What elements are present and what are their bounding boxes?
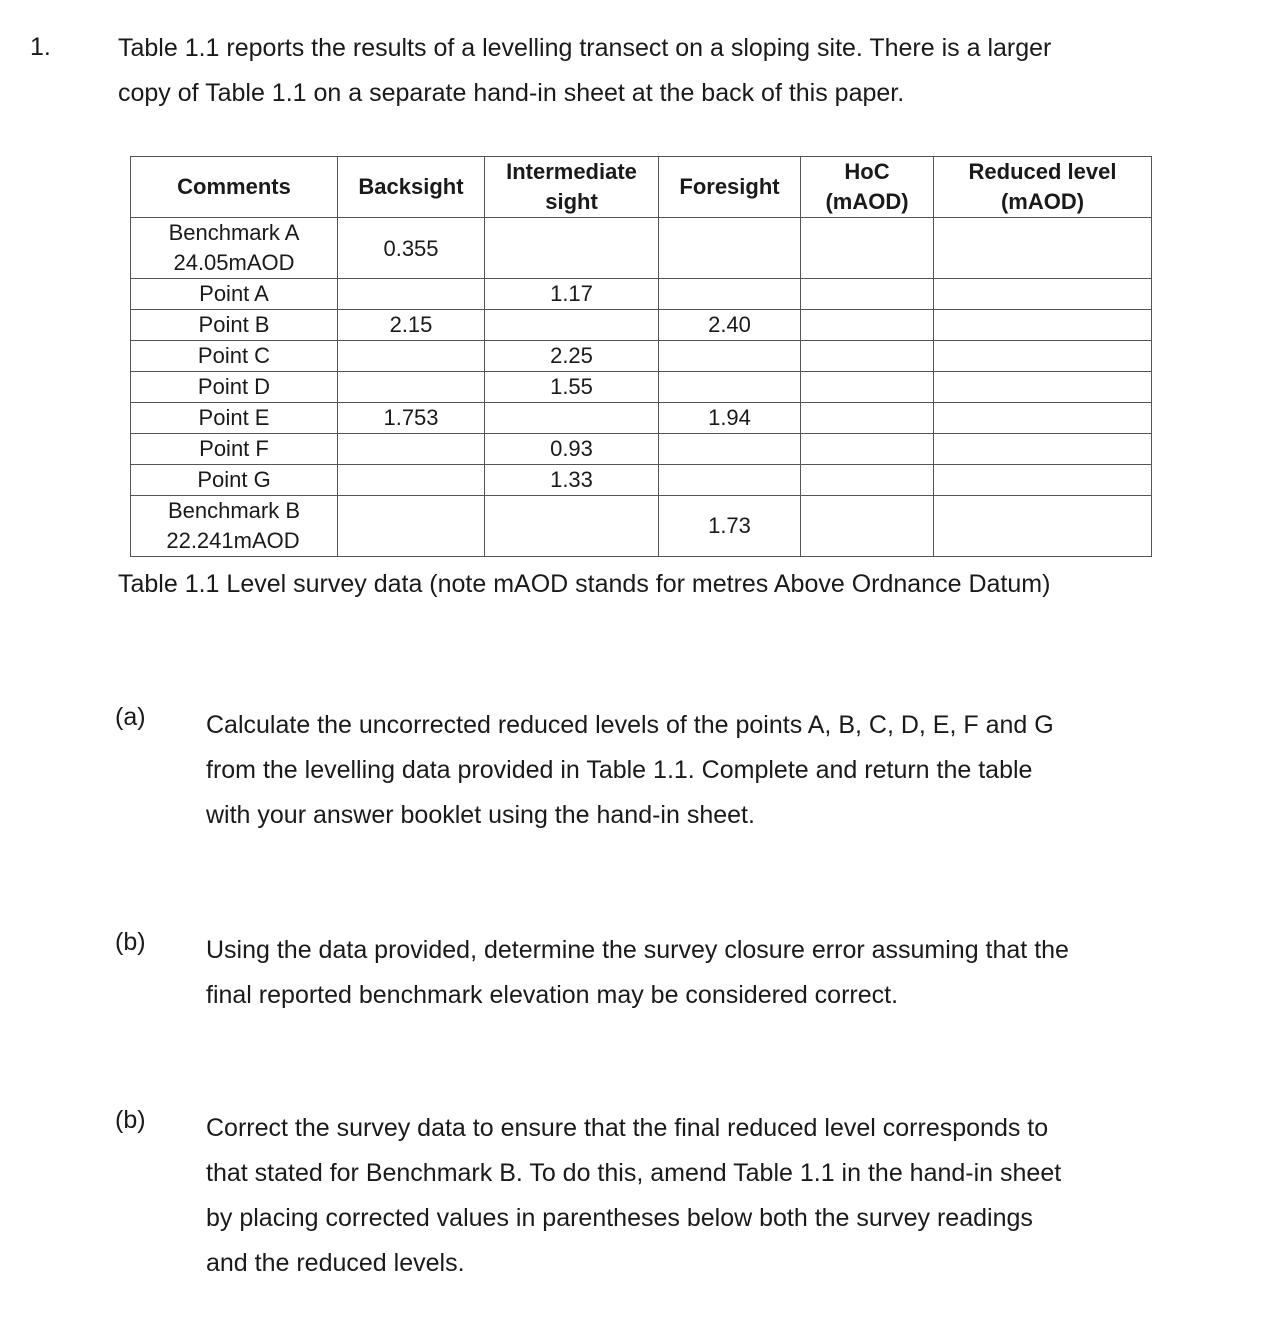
cell-comment: Point B	[131, 310, 338, 341]
header-reduced-level: Reduced level (mAOD)	[934, 157, 1152, 218]
cell-backsight	[338, 496, 485, 557]
table-row	[131, 434, 1152, 465]
table-row	[131, 372, 1152, 403]
cell-hoc	[801, 465, 934, 496]
table-caption: Table 1.1 Level survey data (note mAOD stands for metres Above Ordnance Datum)	[118, 570, 1051, 598]
question-intro	[118, 26, 1198, 116]
cell-hoc	[801, 403, 934, 434]
cell-hoc	[801, 218, 934, 279]
cell-hoc	[801, 496, 934, 557]
cell-comment: Point G	[131, 465, 338, 496]
cell-intermediate: 1.55	[485, 372, 659, 403]
cell-intermediate: 0.93	[485, 434, 659, 465]
part-label: (a)	[115, 703, 146, 731]
cell-foresight: 2.40	[659, 310, 801, 341]
part-label: (b)	[115, 1106, 146, 1134]
header-comments: Comments	[131, 157, 338, 218]
cell-intermediate	[485, 218, 659, 279]
table-row	[131, 310, 1152, 341]
cell-comment: Point C	[131, 341, 338, 372]
cell-hoc	[801, 310, 934, 341]
cell-reduced-level	[934, 403, 1152, 434]
cell-reduced-level	[934, 372, 1152, 403]
cell-backsight	[338, 465, 485, 496]
cell-backsight: 2.15	[338, 310, 485, 341]
table-row-benchmark-b	[131, 496, 1152, 557]
cell-foresight	[659, 218, 801, 279]
cell-intermediate: 1.17	[485, 279, 659, 310]
cell-backsight	[338, 341, 485, 372]
cell-foresight: 1.73	[659, 496, 801, 557]
cell-reduced-level	[934, 310, 1152, 341]
cell-reduced-level	[934, 341, 1152, 372]
cell-comment: Point A	[131, 279, 338, 310]
intro-line-1: Table 1.1 reports the results of a levelling transect on a sloping site. There is a larger	[118, 34, 1052, 62]
table-header-row	[131, 157, 1152, 218]
header-backsight: Backsight	[338, 157, 485, 218]
cell-backsight	[338, 372, 485, 403]
cell-comment: Benchmark B 22.241mAOD	[131, 496, 338, 557]
table-row-benchmark-a	[131, 218, 1152, 279]
part-text: Calculate the uncorrected reduced levels of the points A, B, C, D, E, F and G from the levelling data provided in Table 1.1. Complete and return the table with your answer booklet using the hand-in sheet.	[206, 711, 1054, 829]
cell-comment: Point E	[131, 403, 338, 434]
header-foresight: Foresight	[659, 157, 801, 218]
table-row	[131, 465, 1152, 496]
cell-hoc	[801, 341, 934, 372]
cell-hoc	[801, 279, 934, 310]
cell-reduced-level	[934, 434, 1152, 465]
cell-backsight	[338, 279, 485, 310]
header-intermediate: Intermediate sight	[485, 157, 659, 218]
cell-intermediate: 1.33	[485, 465, 659, 496]
cell-comment: Point D	[131, 372, 338, 403]
cell-intermediate: 2.25	[485, 341, 659, 372]
level-survey-table	[130, 156, 1152, 557]
cell-backsight: 1.753	[338, 403, 485, 434]
cell-intermediate	[485, 310, 659, 341]
cell-comment: Point F	[131, 434, 338, 465]
cell-reduced-level	[934, 496, 1152, 557]
cell-foresight: 1.94	[659, 403, 801, 434]
cell-hoc	[801, 372, 934, 403]
cell-comment: Benchmark A 24.05mAOD	[131, 218, 338, 279]
cell-reduced-level	[934, 218, 1152, 279]
table-row	[131, 279, 1152, 310]
cell-backsight	[338, 434, 485, 465]
part-label: (b)	[115, 928, 146, 956]
cell-foresight	[659, 279, 801, 310]
cell-foresight	[659, 434, 801, 465]
cell-reduced-level	[934, 465, 1152, 496]
cell-intermediate	[485, 496, 659, 557]
cell-foresight	[659, 372, 801, 403]
table-row	[131, 341, 1152, 372]
cell-backsight: 0.355	[338, 218, 485, 279]
cell-foresight	[659, 341, 801, 372]
cell-foresight	[659, 465, 801, 496]
question-number: 1.	[30, 33, 51, 61]
header-hoc: HoC (mAOD)	[801, 157, 934, 218]
cell-intermediate	[485, 403, 659, 434]
intro-line-2: copy of Table 1.1 on a separate hand-in sheet at the back of this paper.	[118, 79, 905, 107]
cell-hoc	[801, 434, 934, 465]
part-text: Using the data provided, determine the survey closure error assuming that the final reported benchmark elevation may be considered correct.	[206, 936, 1069, 1009]
cell-reduced-level	[934, 279, 1152, 310]
table-row	[131, 403, 1152, 434]
part-text: Correct the survey data to ensure that the final reduced level corresponds to that stated for Benchmark B. To do this, amend Table 1.1 in the hand-in sheet by placing corrected values in parentheses below both the survey readings and the reduced levels.	[206, 1114, 1062, 1277]
